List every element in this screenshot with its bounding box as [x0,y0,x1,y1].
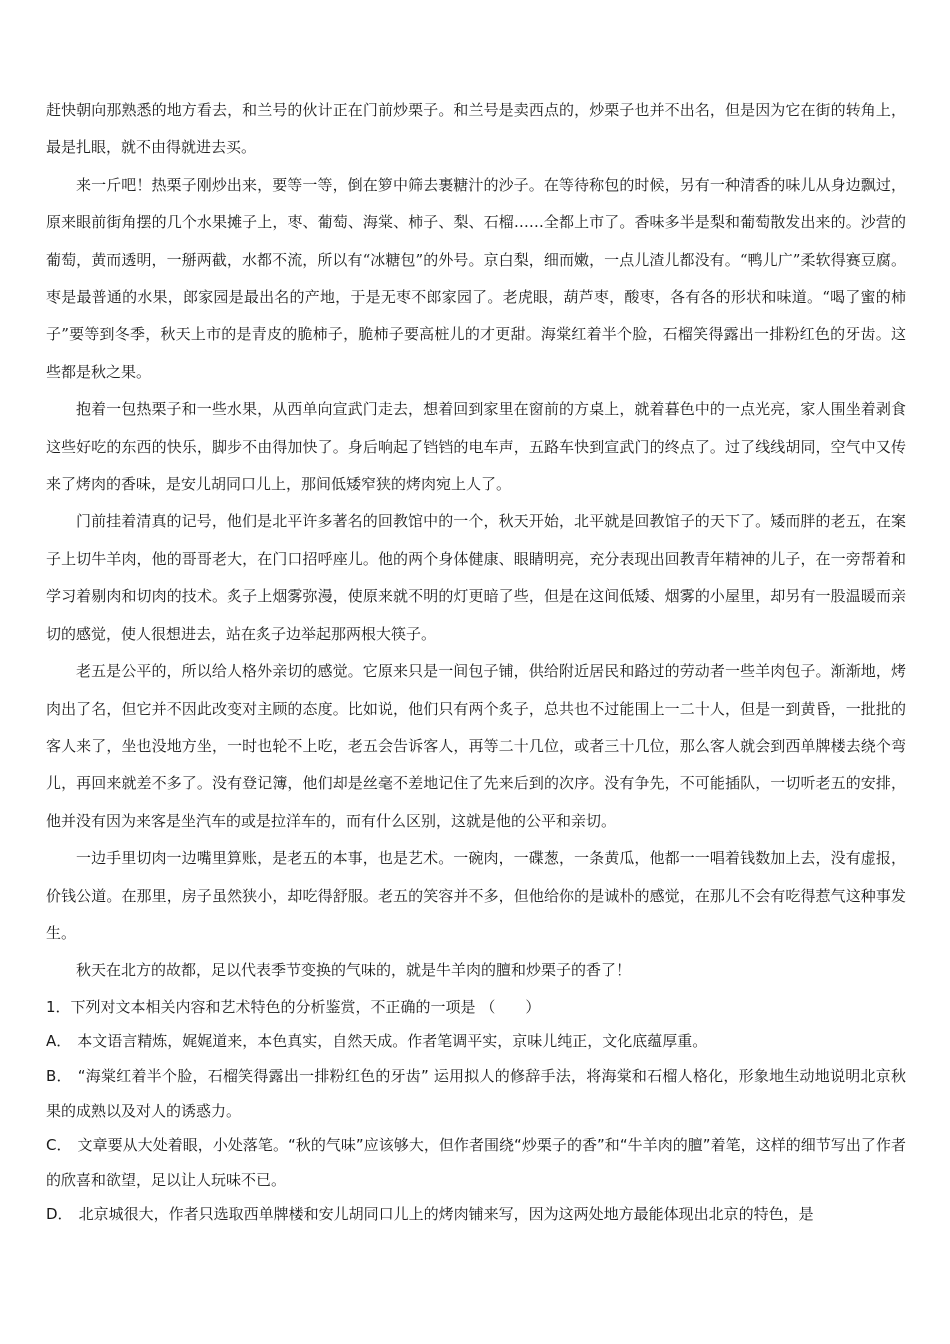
option-a [46,1024,906,1059]
passage-paragraph-6: 一边手里切肉一边嘴里算账，是老五的本事，也是艺术。一碗肉，一碟葱，一条黄瓜，他都一一唱着钱数加上去，没有虚报，价钱公道。在那里，房子虽然狭小，却吃得舒服。老五的笑容并不多，但他给你的是诚朴的感觉，在那儿不会有吃得惹气这种事发生。 [46,849,906,942]
option-b-letter: B． [46,1066,72,1085]
question-stem: 1．下列对文本相关内容和艺术特色的分析鉴赏，不正确的一项是 （ ） [46,997,541,1016]
option-d [46,1197,906,1232]
option-d-letter: D． [46,1205,73,1224]
option-d-text: 北京城很大，作者只选取西单牌楼和安儿胡同口儿上的烤肉铺来写，因为这两处地方最能体现出北京的特色，是 [78,1205,814,1224]
option-c-letter: C． [46,1136,72,1155]
passage-paragraph-1: 赶快朝向那熟悉的地方看去，和兰号的伙计正在门前炒栗子。和兰号是卖西点的，炒栗子也并不出名，但是因为它在街的转角上，最是扎眼，就不由得就进去买。 [46,101,906,157]
passage-paragraph-7: 秋天在北方的故都，足以代表季节变换的气味的，就是牛羊肉的膻和炒栗子的香了！ [76,961,632,980]
passage-paragraph-2: 来一斤吧！热栗子刚炒出来，要等一等，倒在箩中筛去裹糖汁的沙子。在等待称包的时候，另有一种清香的味儿从身边飘过，原来眼前街角摆的几个水果摊子上，枣、葡萄、海棠、柿子、梨、石榴……全都上市了。香味多半是梨和葡萄散发出来的。沙营的葡萄，黄而透明，一掰两截，水都不流，所以有“冰糖包”的外号。京白梨，细而嫩，一点儿渣儿都没有。“鸭儿广”柔软得赛豆腐。枣是最普通的水果，郎家园是最出名的产地，于是无枣不郎家园了。老虎眼，葫芦枣，酸枣，各有各的形状和味道。“喝了蜜的柿子”要等到冬季，秋天上市的是青皮的脆柿子，脆柿子要高桩儿的才更甜。海棠红着半个脸，石榴笑得露出一排粉红色的牙齿。这些都是秋之果。 [46,175,906,381]
passage-paragraph-4: 门前挂着清真的记号，他们是北平许多著名的回教馆中的一个，秋天开始，北平就是回教馆子的天下了。矮而胖的老五，在案子上切牛羊肉，他的哥哥老大，在门口招呼座儿。他的两个身体健康、眼睛明亮，充分表现出回教青年精神的儿子，在一旁帮着和学习着剔肉和切肉的技术。炙子上烟雾弥漫，使原来就不明的灯更暗了些，但是在这间低矮、烟雾的小屋里，却另有一股温暖而亲切的感觉，使人很想进去，站在炙子边举起那两根大筷子。 [46,512,906,643]
option-b [46,1059,906,1128]
passage-paragraph-5: 老五是公平的，所以给人格外亲切的感觉。它原来只是一间包子铺，供给附近居民和路过的劳动者一些羊肉包子。渐渐地，烤肉出了名，但它并不因此改变对主顾的态度。比如说，他们只有两个炙子，总共也不过能围上一二十人，但是一到黄昏，一批批的客人来了，坐也没地方坐，一时也轮不上吃，老五会告诉客人，再等二十几位，或者三十几位，那么客人就会到西单牌楼去绕个弯儿，再回来就差不多了。没有登记簿，他们却是丝毫不差地记住了先来后到的次序。没有争先，不可能插队，一切听老五的安排，他并没有因为来客是坐汽车的或是拉洋车的，而有什么区别，这就是他的公平和亲切。 [46,662,906,830]
option-c-text: 文章要从大处着眼，小处落笔。“秋的气味”应该够大，但作者围绕“炒栗子的香”和“牛羊肉的膻”着笔，这样的细节写出了作者的欣喜和欲望，足以让人玩味不已。 [46,1136,906,1189]
option-a-text: 本文语言精炼，娓娓道来，本色真实，自然天成。作者笔调平实，京味儿纯正，文化底蕴厚重。 [77,1032,708,1051]
option-a-letter: A． [46,1032,72,1051]
document-page [46,92,906,1232]
option-b-text: “海棠红着半个脸，石榴笑得露出一排粉红色的牙齿” 运用拟人的修辞手法，将海棠和石榴人格化，形象地生动地说明北京秋果的成熟以及对人的诱惑力。 [46,1066,906,1120]
option-c [46,1128,906,1197]
passage-paragraph-3: 抱着一包热栗子和一些水果，从西单向宣武门走去，想着回到家里在窗前的方桌上，就着暮色中的一点光亮，家人围坐着剥食这些好吃的东西的快乐，脚步不由得加快了。身后响起了铛铛的电车声，五路车快到宣武门的终点了。过了线线胡同，空气中又传来了烤肉的香味，是安儿胡同口儿上，那间低矮窄狭的烤肉宛上人了。 [46,400,906,494]
